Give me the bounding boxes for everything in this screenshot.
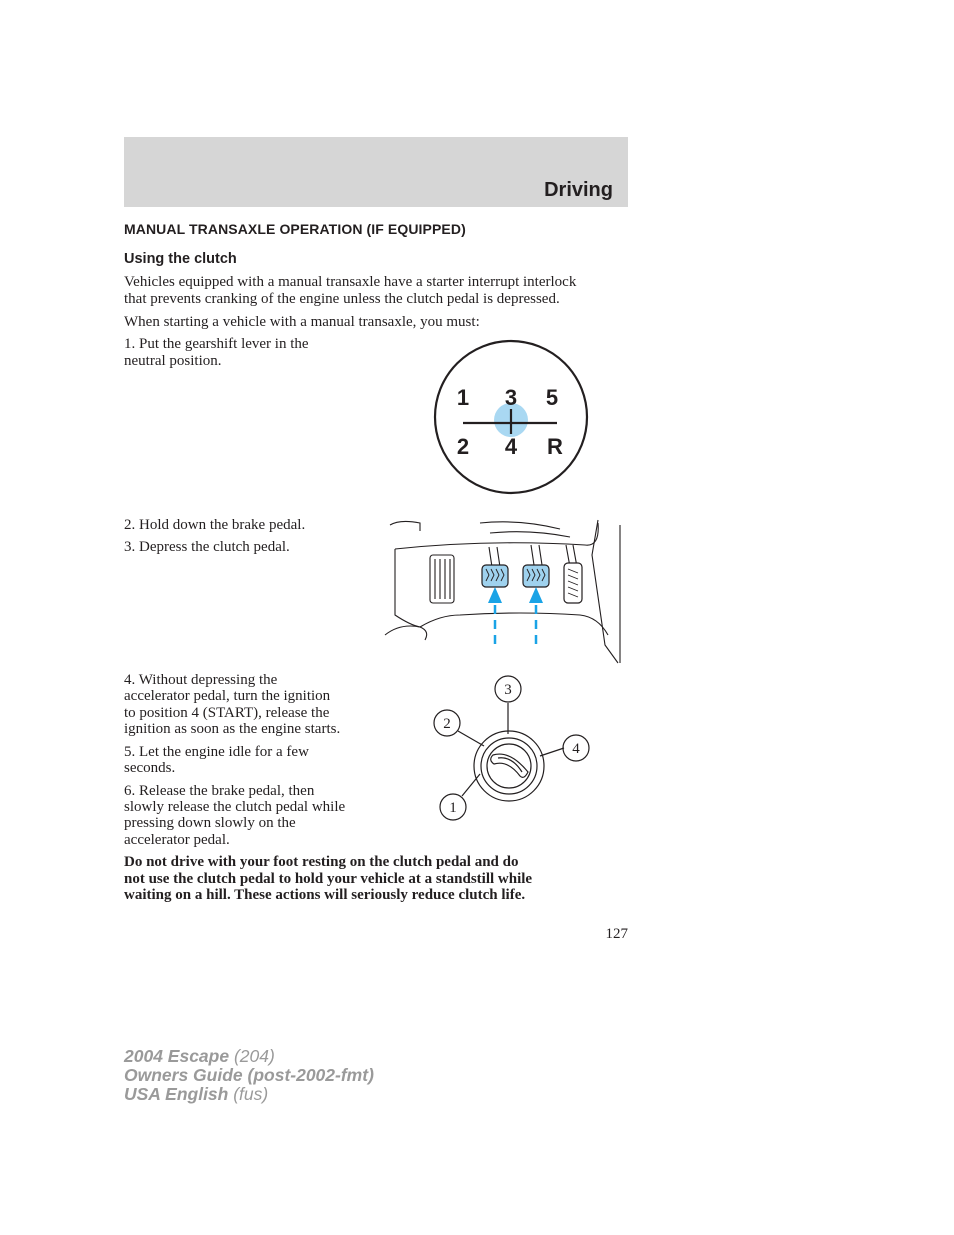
step-5-line-1: 5. Let the engine idle for a few [124,744,309,760]
position-3-label: 3 [504,682,512,698]
footer-model: 2004 Escape [124,1046,230,1066]
step-6-line-4: accelerator pedal. [124,832,230,848]
floor-curve-top [480,522,560,529]
dash-edge [390,521,420,531]
step-3: 3. Depress the clutch pedal. [124,539,290,555]
document-footer [124,1047,374,1104]
gear-5-label: 5 [545,385,559,410]
position-2-label: 2 [443,716,451,732]
gear-r-label: R [547,434,563,459]
clutch-arrow-head [488,587,502,603]
brake-arm [531,545,542,565]
warning-line-2: not use the clutch pedal to hold your vehicle at a standstill while [124,871,533,887]
footer-language: USA English [124,1084,229,1104]
pedals-diagram [380,515,630,665]
subheading: Using the clutch [124,251,237,267]
footer-language-code: (fus) [233,1084,269,1104]
clutch-pedal [482,565,508,587]
ignition-switch-diagram [428,672,598,827]
step-5-line-2: seconds. [124,760,176,776]
key-slot [491,754,528,777]
leader-line-2 [458,731,484,746]
brake-pedal [523,565,549,587]
step-4-line-3: to position 4 (START), release the [124,705,330,721]
gear-1-label: 1 [456,385,470,410]
clutch-arm [489,547,500,567]
starting-instruction: When starting a vehicle with a manual transaxle, you must: [124,314,480,330]
step-4-line-4: ignition as soon as the engine starts. [124,721,341,737]
brake-arrow-head [529,587,543,603]
step-6-line-3: pressing down slowly on the [124,815,296,831]
step-6-line-1: 6. Release the brake pedal, then [124,783,315,799]
step-2: 2. Hold down the brake pedal. [124,517,306,533]
gearshift-pattern-diagram [430,337,595,499]
position-1-label: 1 [449,800,457,816]
step-4-line-2: accelerator pedal, turn the ignition [124,688,331,704]
section-title: Driving [544,179,613,201]
step-4-line-1: 4. Without depressing the [124,672,278,688]
warning-line-3: waiting on a hill. These actions will seriously reduce clutch life. [124,887,526,903]
gear-2-label: 2 [456,434,470,459]
footer-model-code: (204) [233,1046,275,1066]
leader-line-1 [462,774,480,796]
page-number: 127 [605,926,628,942]
step-1-line-1: 1. Put the gearshift lever in the [124,336,309,352]
intro-line-1: Vehicles equipped with a manual transaxle have a starter interrupt interlock [124,274,577,290]
step-6-line-2: slowly release the clutch pedal while [124,799,346,815]
position-4-label: 4 [572,741,580,757]
intro-line-2: that prevents cranking of the engine unless the clutch pedal is depressed. [124,291,560,307]
footer-guide: Owners Guide (post-2002-fmt) [124,1065,374,1085]
warning-line-1: Do not drive with your foot resting on the clutch pedal and do [124,854,519,870]
main-heading: MANUAL TRANSAXLE OPERATION (IF EQUIPPED) [124,221,466,237]
step-1-line-2: neutral position. [124,353,222,369]
leader-line-4 [540,748,564,756]
gear-4-label: 4 [504,434,518,459]
section-header-band [124,137,628,207]
gear-3-label: 3 [504,385,518,410]
